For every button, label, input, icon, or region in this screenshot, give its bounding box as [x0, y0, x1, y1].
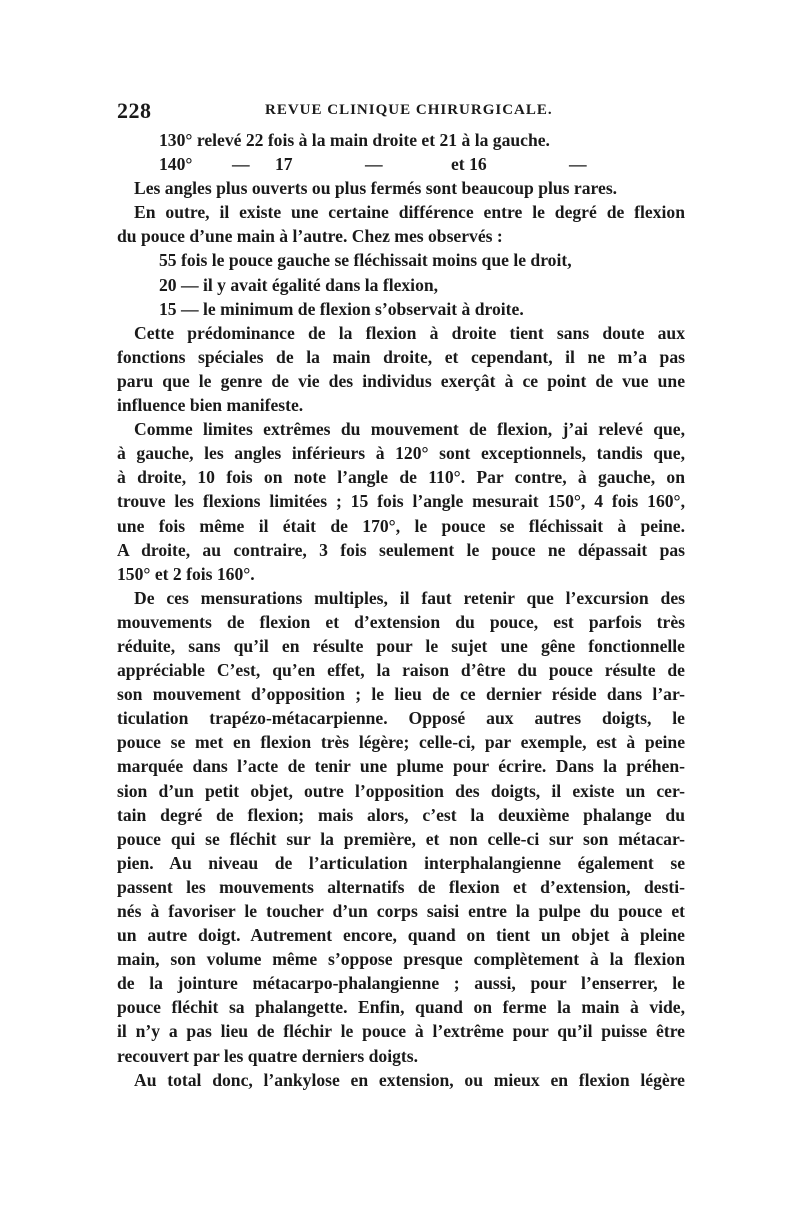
- text-line: sion d’un petit objet, outre l’opposition des doigts, il existe un cer-: [117, 780, 685, 801]
- text-line: son mouvement d’opposition ; le lieu de ce dernier réside dans l’ar-: [117, 684, 685, 705]
- list-item: 20 — il y avait égalité dans la flexion,: [159, 274, 439, 295]
- text-line: mouvements de flexion et d’extension du pouce, est parfois très: [117, 611, 685, 632]
- table-row: [117, 128, 685, 152]
- text-line: marquée dans l’acte de tenir une plume pour écrire. Dans la préhen-: [117, 756, 685, 777]
- text-line: Comme limites extrêmes du mouvement de flexion, j’ai relevé que,: [134, 419, 685, 440]
- text-line: ticulation trapézo-métacarpienne. Opposé aux autres doigts, le: [117, 708, 685, 729]
- text-line: un autre doigt. Autrement encore, quand on tient un objet à pleine: [117, 925, 685, 946]
- text-line: de la jointure métacarpo-phalangienne ; aussi, pour l’enserrer, le: [117, 973, 685, 994]
- text-line: De ces mensurations multiples, il faut retenir que l’excursion des: [134, 587, 685, 608]
- text-line: En outre, il existe une certaine différence entre le degré de flexion: [134, 202, 685, 223]
- text-line: main, son volume même s’oppose presque complètement à la flexion: [117, 949, 685, 970]
- text-line: à droite, 10 fois on note l’angle de 110°. Par contre, à gauche, on: [117, 467, 685, 488]
- body-text: [117, 128, 685, 1092]
- text-line: pouce se met en flexion très légère; celle-ci, par exemple, est à peine: [117, 732, 685, 753]
- text-line: paru que le genre de vie des individus exerçât à ce point de vue une: [117, 370, 685, 391]
- text-line: recouvert par les quatre derniers doigts.: [117, 1045, 419, 1066]
- text-line: pouce fléchit sa phalangette. Enfin, quand on ferme la main à vide,: [117, 997, 685, 1018]
- text-line: 150° et 2 fois 160°.: [117, 563, 255, 584]
- table-cell-angle: 140°: [159, 154, 193, 175]
- text-line: une fois même il était de 170°, le pouce se fléchissait à peine.: [117, 515, 685, 536]
- list-item: 55 fois le pouce gauche se fléchissait moins que le droit,: [159, 250, 572, 271]
- text-line: nés à favoriser le toucher d’un corps saisi entre la pulpe du pouce et: [117, 901, 685, 921]
- running-title: REVUE CLINIQUE CHIRURGICALE.: [265, 102, 553, 118]
- text-line: fonctions spéciales de la main droite, et cependant, il ne m’a pas: [117, 346, 685, 367]
- text-line: réduite, sans qu’il en résulte pour le sujet une gêne fonctionnelle: [117, 635, 685, 656]
- text-line: pouce qui se fléchit sur la première, et non celle-ci sur son métacar-: [117, 828, 685, 849]
- text-line: pien. Au niveau de l’articulation interphalangienne également se: [117, 852, 685, 873]
- ditto-dash: —: [232, 154, 250, 175]
- text-line: Cette prédominance de la flexion à droite tient sans doute aux: [134, 322, 685, 343]
- text-line: tain degré de flexion; mais alors, c’est la deuxième phalange du: [117, 804, 685, 825]
- text-line: Les angles plus ouverts ou plus fermés sont beaucoup plus rares.: [134, 178, 618, 199]
- ditto-dash: —: [365, 154, 383, 175]
- text-line: Au total donc, l’ankylose en extension, ou mieux en flexion légère: [134, 1069, 685, 1090]
- text-line: passent les mouvements alternatifs de flexion et d’extension, desti-: [117, 876, 685, 897]
- table-row: [117, 152, 685, 176]
- page-header: [117, 98, 685, 124]
- table-cell-count: et 16: [451, 154, 487, 175]
- page-number: 228: [117, 98, 152, 123]
- text-line: à gauche, les angles inférieurs à 120° sont exceptionnels, tandis que,: [117, 443, 685, 464]
- list-item: 15 — le minimum de flexion s’observait à droite.: [159, 298, 524, 319]
- text-line: il n’y a pas lieu de fléchir le pouce à l’extrême pour qu’il puisse être: [117, 1021, 685, 1042]
- ditto-dash: —: [569, 154, 587, 175]
- table-row-text: 130° relevé 22 fois à la main droite et 21 à la gauche.: [159, 130, 550, 150]
- text-line: trouve les flexions limitées ; 15 fois l’angle mesurait 150°, 4 fois 160°,: [117, 491, 685, 512]
- table-cell-count: 17: [275, 154, 293, 175]
- text-line: appréciable C’est, qu’en effet, la raison d’être du pouce résulte de: [117, 660, 685, 681]
- text-line: A droite, au contraire, 3 fois seulement le pouce ne dépassait pas: [117, 539, 685, 560]
- text-line: du pouce d’une main à l’autre. Chez mes observés :: [117, 226, 503, 247]
- text-line: influence bien manifeste.: [117, 395, 304, 416]
